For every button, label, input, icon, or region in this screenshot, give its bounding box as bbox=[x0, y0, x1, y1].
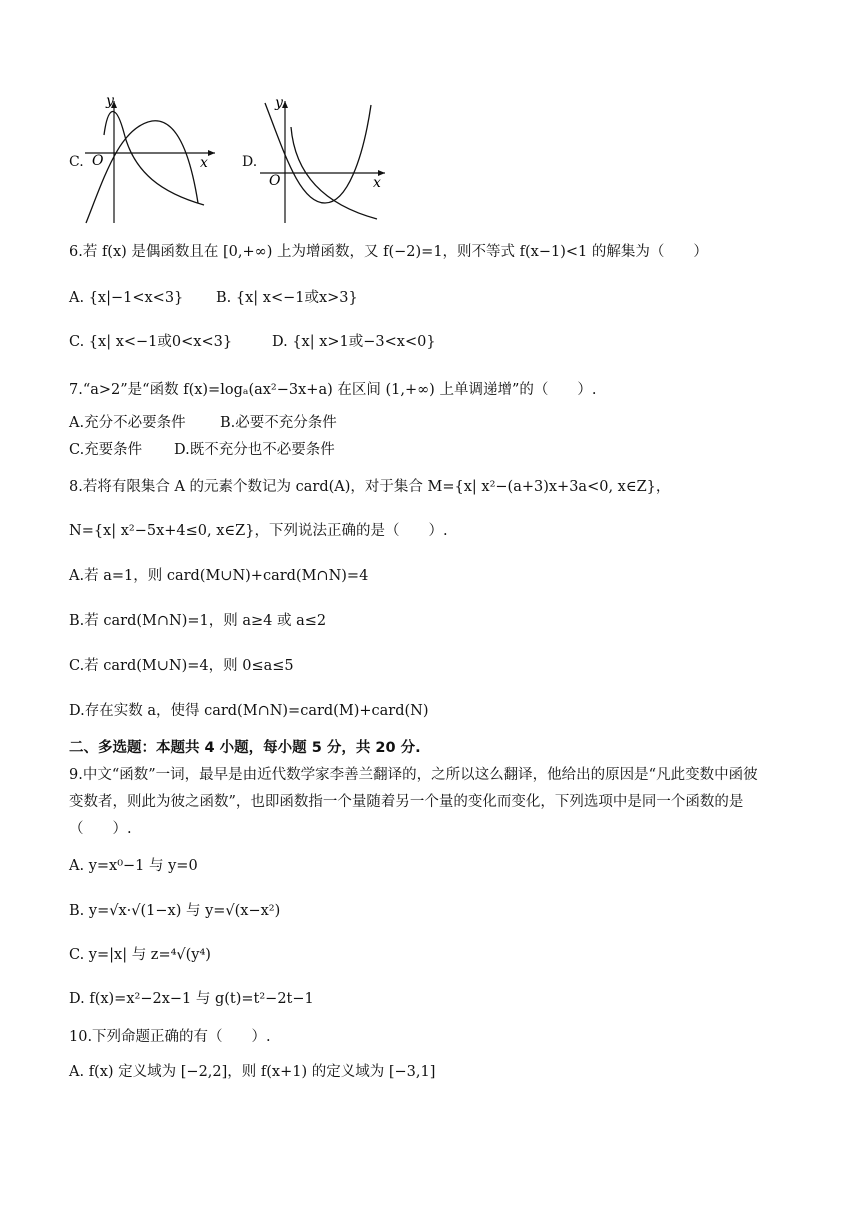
q8-stem-line-1: 8.若将有限集合 A 的元素个数记为 card(A)，对于集合 M={x| x²−(a+3)x+3a<0, x∈Z}， bbox=[69, 479, 671, 495]
q6-stem: 6.若 f(x) 是偶函数且在 [0,+∞) 上为增函数，又 f(−2)=1，则不等式 f(x−1)<1 的解集为（ ） bbox=[69, 244, 708, 260]
q7-option-b: B.必要不充分条件 bbox=[220, 415, 337, 431]
figure-c-y-label: y bbox=[106, 95, 114, 109]
q8-option-c: C.若 card(M∪N)=4，则 0≤a≤5 bbox=[69, 658, 294, 674]
q9-stem-line-1: 9.中文“函数”一词，最早是由近代数学家李善兰翻译的，之所以这么翻译，他给出的原因是“凡此变数中函彼 bbox=[69, 767, 758, 783]
q9-stem-line-2: 变数者，则此为彼之函数”，也即函数指一个量随着另一个量的变化而变化，下列选项中是同一个函数的是 bbox=[69, 794, 744, 810]
q7-option-d: D.既不充分也不必要条件 bbox=[174, 442, 335, 458]
figure-c-graph bbox=[80, 95, 220, 227]
q7-stem: 7.“a>2”是“函数 f(x)=logₐ(ax²−3x+a) 在区间 (1,+∞) 上单调递增”的（ ）. bbox=[69, 382, 597, 398]
q9-stem-line-3: （ ）. bbox=[69, 821, 132, 837]
q8-option-d: D.存在实数 a，使得 card(M∩N)=card(M)+card(N) bbox=[69, 703, 429, 719]
q6-option-b: B. {x| x<−1或x>3} bbox=[216, 290, 358, 306]
q9-option-d: D. f(x)=x²−2x−1 与 g(t)=t²−2t−1 bbox=[69, 991, 314, 1007]
q6-option-a: A. {x|−1<x<3} bbox=[69, 290, 184, 306]
q9-option-a: A. y=x⁰−1 与 y=0 bbox=[69, 858, 198, 874]
figure-d-origin: O bbox=[269, 173, 281, 189]
q8-option-b: B.若 card(M∩N)=1，则 a≥4 或 a≤2 bbox=[69, 613, 327, 629]
q8-option-a: A.若 a=1，则 card(M∪N)+card(M∩N)=4 bbox=[69, 568, 369, 584]
q10-option-a: A. f(x) 定义域为 [−2,2]，则 f(x+1) 的定义域为 [−3,1] bbox=[69, 1064, 436, 1080]
q7-option-a: A.充分不必要条件 bbox=[69, 415, 186, 431]
q10-stem: 10.下列命题正确的有（ ）. bbox=[69, 1029, 271, 1045]
figure-d-graph bbox=[255, 95, 390, 227]
section-2-title: 二、多选题：本题共 4 小题，每小题 5 分，共 20 分. bbox=[69, 740, 421, 756]
q7-option-c: C.充要条件 bbox=[69, 442, 143, 458]
q9-option-b: B. y=√x·√(1−x) 与 y=√(x−x²) bbox=[69, 903, 281, 919]
figure-c-x-label: x bbox=[200, 155, 208, 171]
q6-option-d: D. {x| x>1或−3<x<0} bbox=[272, 334, 436, 350]
figure-d-x-label: x bbox=[373, 175, 381, 191]
q9-option-c: C. y=|x| 与 z=⁴√(y⁴) bbox=[69, 947, 211, 963]
figure-d-label: D. bbox=[242, 154, 258, 170]
q6-option-c: C. {x| x<−1或0<x<3} bbox=[69, 334, 233, 350]
figure-c-label: C. bbox=[69, 154, 84, 170]
figure-d-y-label: y bbox=[275, 95, 283, 111]
q8-stem-line-2: N={x| x²−5x+4≤0, x∈Z}，下列说法正确的是（ ）. bbox=[69, 523, 448, 539]
figure-c-origin: O bbox=[92, 153, 104, 169]
